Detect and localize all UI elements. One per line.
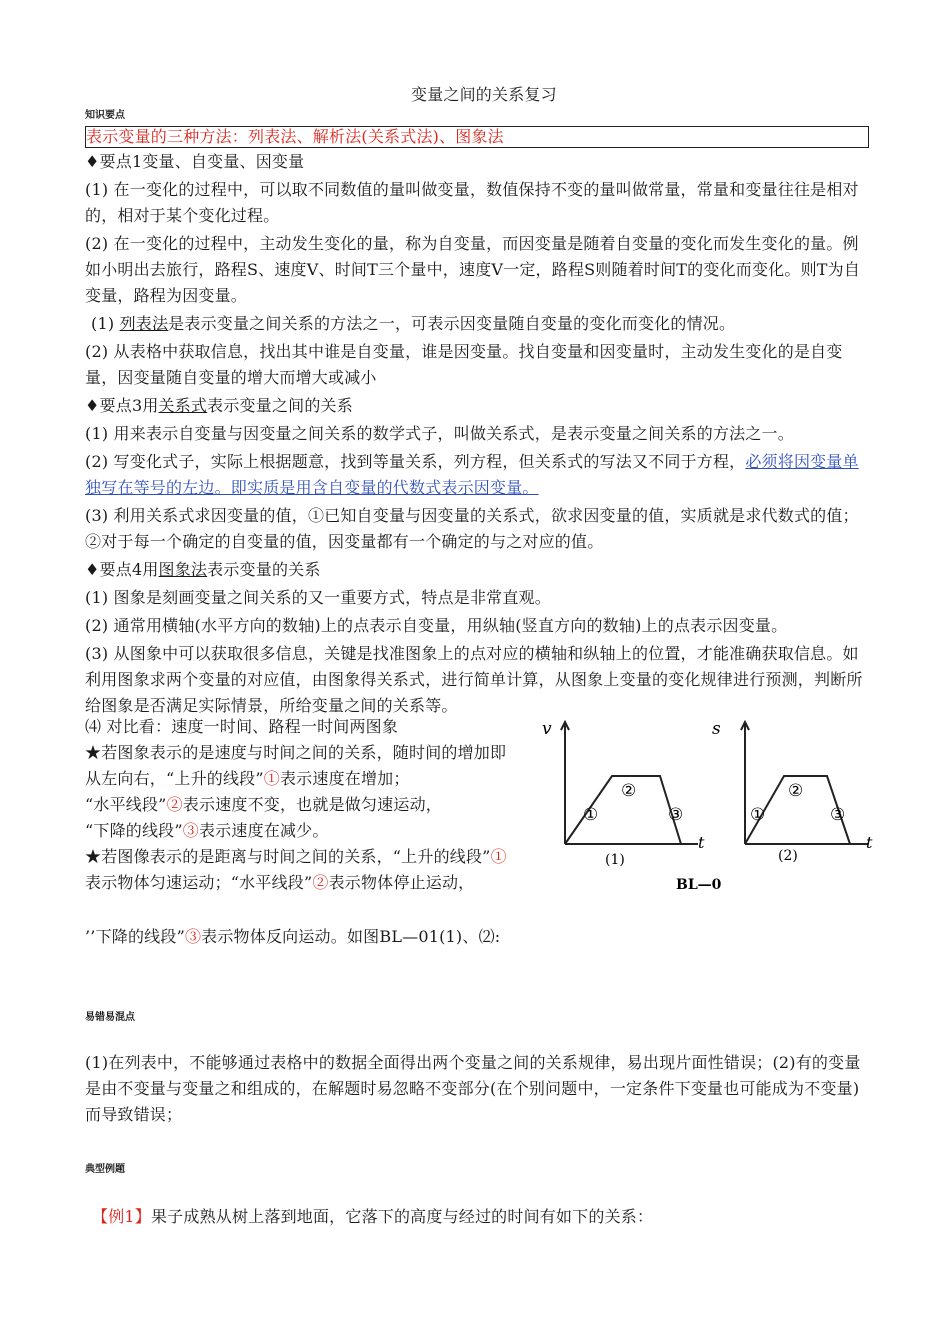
left-x-label: t xyxy=(698,833,705,852)
point2-paragraph-2: (2) 从表格中获取信息，找出其中谁是自变量，谁是因变量。找自变量和因变量时，主动发生变化的是自变量，因变量随自变量的增大而增大或减小 xyxy=(85,342,843,387)
point3-highlight-link[interactable]: 必须将因变量单独写在等号的左边。即实质是用含自变量的代数式表示因变量。 xyxy=(85,452,859,497)
right-mark-3: ③ xyxy=(830,805,846,825)
right-mark-2: ② xyxy=(788,781,804,801)
circle-3: ③ xyxy=(182,821,199,840)
point1-paragraph-2: (2) 在一变化的过程中，主动发生变化的量，称为自变量，而因变量是随着自变量的变化而发生变化的量。例如小明出去旅行，路程S、速度V、时间T三个量中，速度V一定，路程S则随着时间T的变化而变化。则T为自变量，路程为因变量。 xyxy=(85,234,861,305)
point4-paragraph-3: (3) 从图象中可以获取很多信息，关键是找准图象上的点对应的横轴和纵轴上的位置，才能准确获取信息。如利用图象求两个变量的对应值，由图象得关系式，进行简单计算，从图象上变量的变化规律进行预测，判断所给图象是否满足实际情景，所给变量之间的关系等。 xyxy=(85,644,863,715)
distance-graph-explanation xyxy=(85,844,520,896)
point3-paragraph-1: (1) 用来表示自变量与因变量之间关系的数学式子，叫做关系式，是表示变量之间关系的方法之一。 xyxy=(85,424,794,443)
left-mark-1: ① xyxy=(583,805,599,825)
distance-time-graph xyxy=(741,722,868,844)
right-x-label: t xyxy=(866,833,873,852)
formula-method-term: 关系式 xyxy=(158,396,208,415)
point4-heading-prefix: ♦要点4用 xyxy=(85,560,159,579)
figure-label: BL—0 xyxy=(676,877,722,892)
dist-text-c: 表示物体停止运动， xyxy=(328,873,475,892)
left-mark-3: ③ xyxy=(668,805,684,825)
dist-text-d: ’’下降的线段” xyxy=(85,927,185,946)
left-mark-2: ② xyxy=(621,781,637,801)
speed-text-d: 表示速度不变，也就是做匀速运动， xyxy=(182,795,442,814)
circle-1: ① xyxy=(490,847,507,866)
point3-p2-prefix: (2) 写变化式子，实际上根据题意，找到等量关系，列方程，但关系式的写法又不同于方程， xyxy=(85,452,746,471)
point1-heading: ♦要点1变量、自变量、因变量 xyxy=(85,152,305,171)
example-1-text: 果子成熟从树上落到地面，它落下的高度与经过的时间有如下的关系： xyxy=(150,1207,654,1226)
left-caption: (1) xyxy=(605,852,625,868)
speed-distance-figure xyxy=(530,712,880,892)
point3-paragraph-3: (3) 利用关系式求因变量的值，①已知自变量与因变量的关系式，欲求因变量的值，实质就是求代数式的值；②对于每一个确定的自变量的值，因变量都有一个确定的与之对应的值。 xyxy=(85,506,859,551)
point3-heading-rest: 表示变量之间的关系 xyxy=(207,396,353,415)
distance-last-line xyxy=(85,924,545,950)
list-method-term: 列表法 xyxy=(119,314,169,333)
point4-paragraph-1: (1) 图象是刻画变量之间关系的又一重要方式，特点是非常直观。 xyxy=(85,588,551,607)
point3-heading xyxy=(85,393,870,419)
knowledge-body xyxy=(85,149,870,719)
section-knowledge-heading: 知识要点 xyxy=(85,110,125,121)
point1-paragraph-1: (1) 在一变化的过程中，可以取不同数值的量叫做变量，数值保持不变的量叫做常量，常量和变量往往是相对的，相对于某个变化过程。 xyxy=(85,180,859,225)
circle-1: ① xyxy=(263,769,280,788)
point4-heading-rest: 表示变量的关系 xyxy=(207,560,321,579)
example-1-tag: 【例1】 xyxy=(92,1207,151,1226)
example-1 xyxy=(92,1204,872,1230)
speed-text-b: 表示速度在增加； xyxy=(279,769,410,788)
errors-paragraph: (1)在列表中，不能够通过表格中的数据全面得出两个变量之间的关系规律，易出现片面性错误；(2)有的变量是由不变量与变量之和组成的，在解题时易忽略不变部分(在个别问题中，一定条件下变量也可能成为不变量)而导致错误； xyxy=(85,1053,861,1124)
right-y-label: s xyxy=(712,719,721,739)
speed-text-c: “水平线段” xyxy=(85,795,167,814)
page-title: 变量之间的关系复习 xyxy=(411,85,557,104)
methods-box xyxy=(85,126,869,148)
graph-comparison-column xyxy=(85,714,520,896)
speed-text-e: “下降的线段” xyxy=(85,821,183,840)
section-errors-heading: 易错易混点 xyxy=(85,1012,135,1023)
right-mark-1: ① xyxy=(750,805,766,825)
speed-text-a: ★若图象表示的是速度与时间之间的关系，随时间的增加即从左向右，“上升的线段” xyxy=(85,743,507,788)
speed-graph-explanation xyxy=(85,740,520,844)
dist-text-b: 表示物体匀速运动；“水平线段” xyxy=(85,873,313,892)
point3-paragraph-2 xyxy=(85,449,870,501)
circle-2: ② xyxy=(312,873,329,892)
point4-heading xyxy=(85,557,870,583)
circle-3: ③ xyxy=(184,927,202,946)
point4-paragraph-2: (2) 通常用横轴(水平方向的数轴)上的点表示自变量，用纵轴(竖直方向的数轴)上的点表示因变量。 xyxy=(85,616,788,635)
point3-heading-prefix: ♦要点3用 xyxy=(85,396,159,415)
speed-text-f: 表示速度在减少。 xyxy=(198,821,329,840)
right-caption: (2) xyxy=(778,848,798,864)
graph-method-term: 图象法 xyxy=(158,560,208,579)
point2-p1-prefix: (1) xyxy=(91,314,120,333)
methods-box-text: 表示变量的三种方法：列表法、解析法(关系式法)、图象法 xyxy=(86,127,504,146)
distance-graph-explanation-end xyxy=(85,924,545,950)
left-y-label: v xyxy=(542,719,552,739)
point2-p1-rest: 是表示变量之间关系的方法之一，可表示因变量随自变量的变化而变化的情况。 xyxy=(168,314,736,333)
point2-paragraph-1 xyxy=(85,311,870,337)
dist-text-a: ★若图像表示的是距离与时间之间的关系，“上升的线段” xyxy=(85,847,491,866)
section-examples-heading: 典型例题 xyxy=(85,1164,125,1175)
circle-2: ② xyxy=(166,795,183,814)
dist-text-e: 表示物体反向运动。如图BL—01(1)、⑵: xyxy=(201,927,501,946)
point4-paragraph-4: ⑷ 对比看：速度一时间、路程一时间两图象 xyxy=(85,717,399,736)
